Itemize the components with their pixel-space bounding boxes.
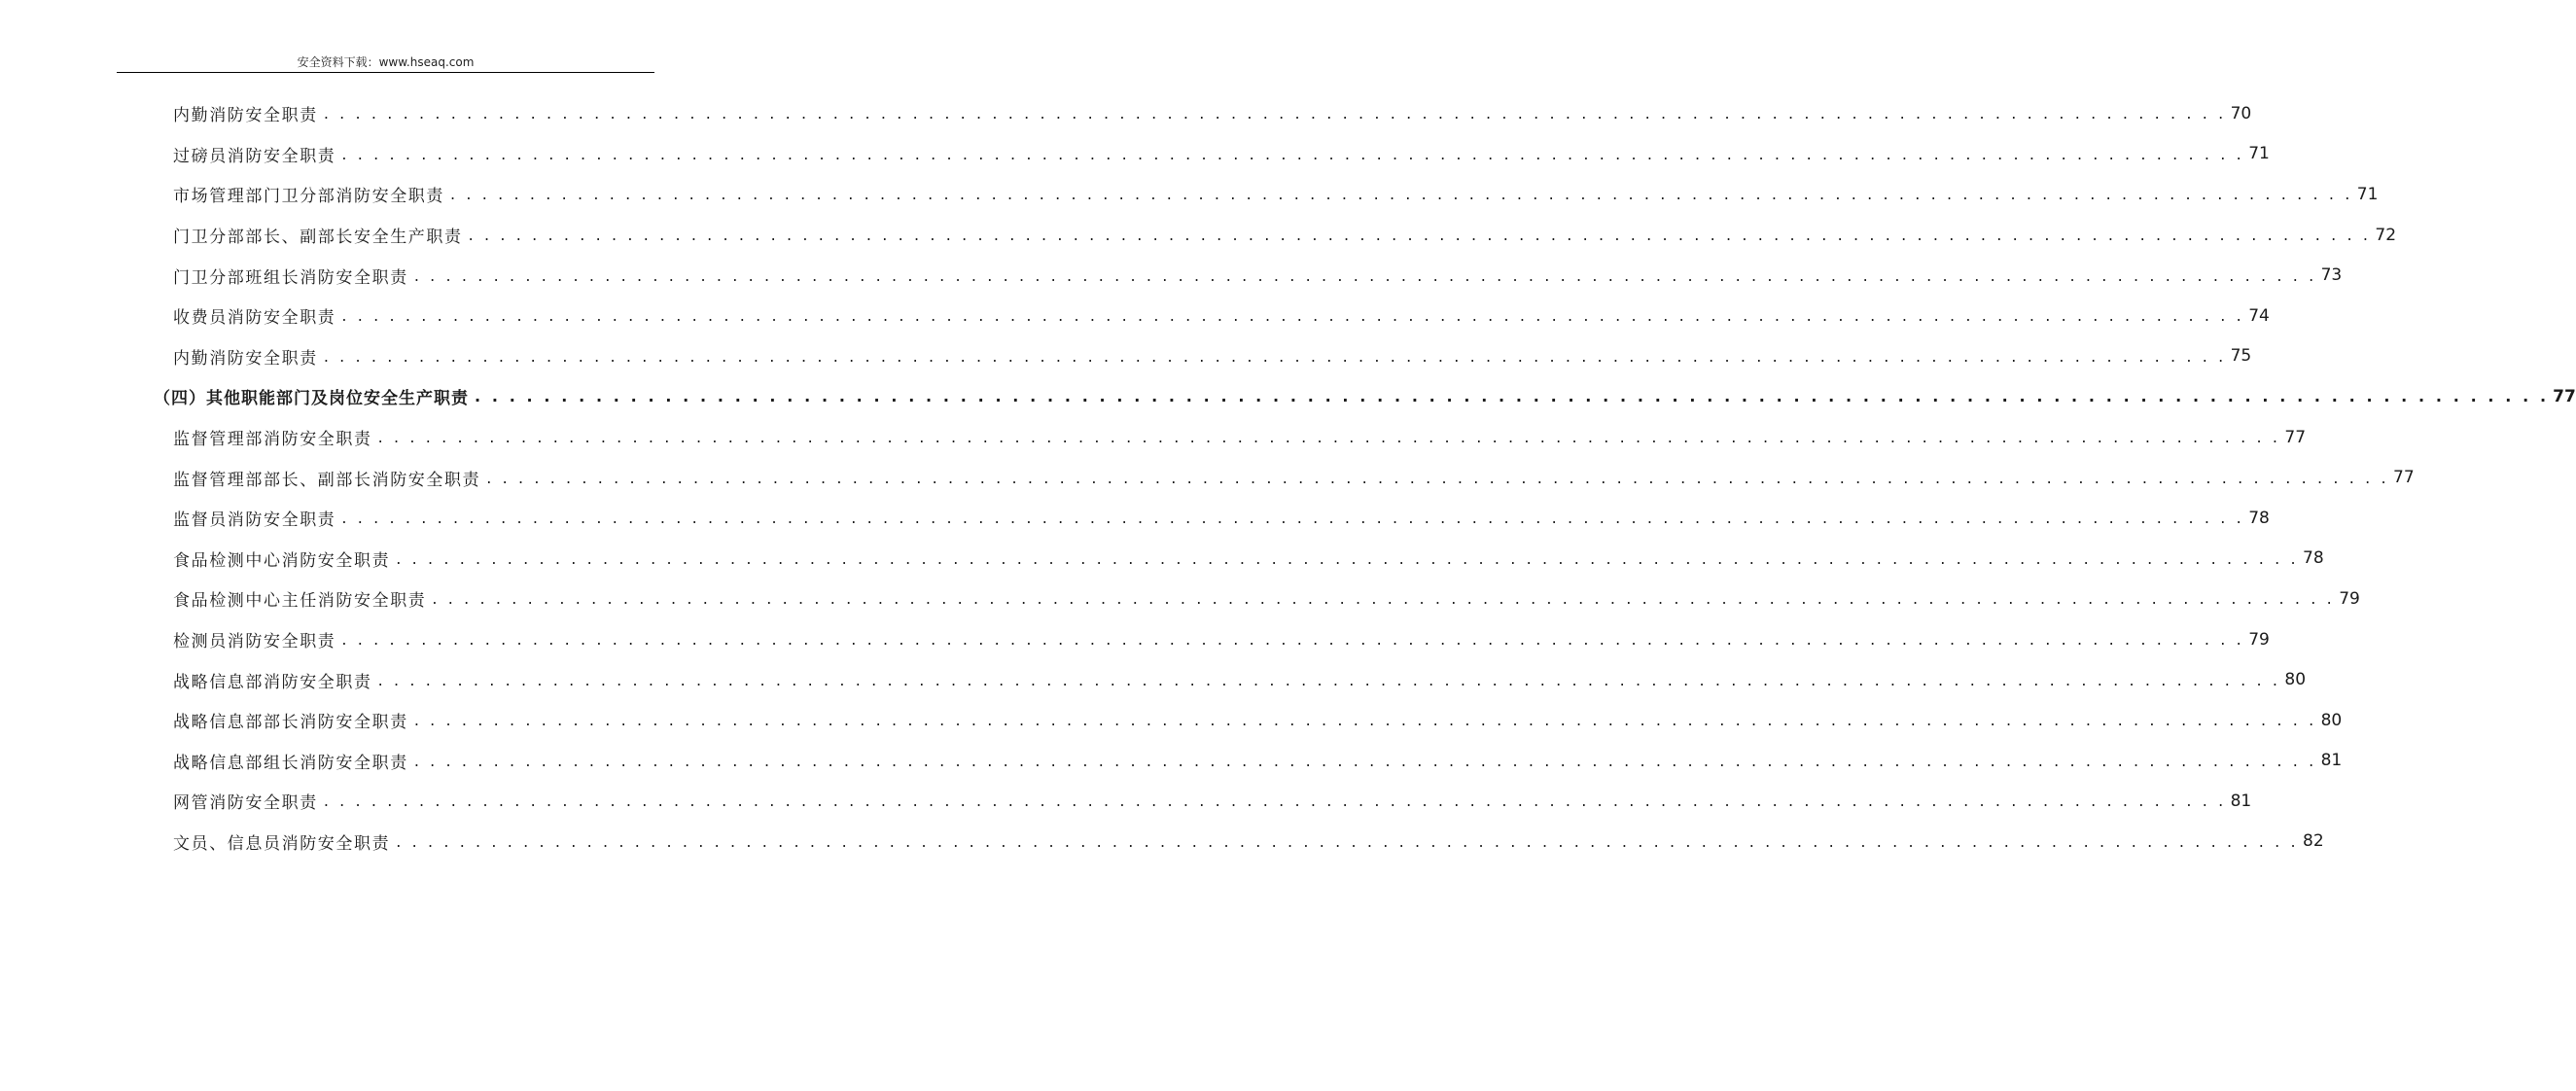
toc-entry-row bbox=[173, 417, 2307, 458]
toc-entry[interactable] bbox=[0, 296, 2270, 336]
toc-entry-row bbox=[173, 822, 2324, 862]
toc-entry-title: 食品检测中心消防安全职责 bbox=[173, 550, 391, 571]
toc-dot-leader: . . . . . . . . . . . . . . . . . . . . . . . . . . . . . . . . . . . . . . . . . . . . . . . . . . . . . . . . . . . . . . . . . . . . . . . . . . . . . . . . . . . . . . . . . . . . . . . . . . . . . . . . . . . . . . . . . . . . . . . . bbox=[323, 104, 2227, 123]
toc-dot-leader: . . . . . . . . . . . . . . . . . . . . . . . . . . . . . . . . . . . . . . . . . . . . . . . . . . . . . . . . . . . . . . . . . . . . . . . . . . . . . . . . . . . . . . . . . . . . . . . . . . . . . . . . . . . . . . . . . . . . . . . . bbox=[341, 306, 2244, 326]
toc-entry[interactable] bbox=[0, 659, 2307, 700]
toc-entry-title: 收费员消防安全职责 bbox=[173, 308, 336, 329]
toc-entry[interactable] bbox=[0, 93, 2252, 134]
toc-entry-row bbox=[173, 781, 2252, 822]
toc-entry[interactable] bbox=[0, 255, 2343, 296]
toc-entry-title: 监督管理部消防安全职责 bbox=[173, 430, 372, 450]
toc-page-number: 82 bbox=[2303, 831, 2324, 852]
toc-entry-row bbox=[173, 93, 2252, 134]
toc-dot-leader: . . . . . . . . . . . . . . . . . . . . . . . . . . . . . . . . . . . . . . . . . . . . . . . . . . . . . . . . . . . . . . . . . . . . . . . . . . . . . . . . . . . . . . . . . . . . . . . . . . . . . . . . . . . . . . . . . . . . . . . . bbox=[396, 831, 2299, 851]
toc-dot-leader: . . . . . . . . . . . . . . . . . . . . . . . . . . . . . . . . . . . . . . . . . . . . . . . . . . . . . . . . . . . . . . . . . . . . . . . . . . . . . . . . . . . . . . . . . . . . . . . . . . . . . . . . . . . . . . . . . . . . . . . . bbox=[377, 670, 2281, 689]
toc-entry[interactable] bbox=[0, 134, 2270, 175]
toc-entry[interactable] bbox=[0, 417, 2307, 458]
toc-entry-title: 食品检测中心主任消防安全职责 bbox=[173, 591, 427, 612]
toc-dot-leader: . . . . . . . . . . . . . . . . . . . . . . . . . . . . . . . . . . . . . . . . . . . . . . . . . . . . . . . . . . . . . . . . . . . . . . . . . . . . . . . . . . . . . . . . . . . . . . . . . . . . . . . . . . . . . . . . . . . . . . . . bbox=[468, 226, 2372, 245]
toc-dot-leader: . . . . . . . . . . . . . . . . . . . . . . . . . . . . . . . . . . . . . . . . . . . . . . . . . . . . . . . . . . . . . . . . . . . . . . . . . . . . . . . . . . . . . . . . . . . . . . . . . . . . . . . . . . . . . . . . . . . . . . . . bbox=[377, 428, 2281, 447]
toc-page-number: 81 bbox=[2230, 791, 2252, 811]
page-header: 安全资料下载：www.hseaq.com bbox=[297, 55, 475, 69]
toc-page-number: 79 bbox=[2339, 588, 2360, 609]
toc-entry[interactable] bbox=[0, 700, 2343, 741]
toc-page-number: 70 bbox=[2230, 103, 2252, 123]
toc-entry-title: 监督员消防安全职责 bbox=[173, 510, 336, 531]
toc-page-number: 75 bbox=[2230, 346, 2252, 367]
header-divider bbox=[117, 72, 654, 73]
toc-dot-leader: . . . . . . . . . . . . . . . . . . . . . . . . . . . . . . . . . . . . . . . . . . . . . . . . . . . . . . . . . . . . . . . . . . . . . . . . . . . . . . . . . . . . . . . . . . . . . . . . . . . . . . . . . . . . . . . . . . . . . . . . bbox=[341, 144, 2244, 163]
toc-entry-row bbox=[173, 215, 2397, 256]
toc-dot-leader: . . . . . . . . . . . . . . . . . . . . . . . . . . . . . . . . . . . . . . . . . . . . . . . . . . . . . . . . . . . . . . . . . . . . . . . . . . . . . . . . . . . . . . . . . . . . . . . . . . . . . . . . . . . . . . . . . . . . . . . . bbox=[323, 792, 2227, 811]
toc-entry-title: 市场管理部门卫分部消防安全职责 bbox=[173, 187, 444, 207]
toc-entry-row bbox=[173, 174, 2379, 215]
toc-entry-title: 门卫分部班组长消防安全职责 bbox=[173, 267, 408, 288]
toc-entry-row bbox=[173, 659, 2307, 700]
toc-entry[interactable] bbox=[0, 174, 2379, 215]
toc-entry[interactable] bbox=[0, 215, 2397, 256]
toc-dot-leader: . . . . . . . . . . . . . . . . . . . . . . . . . . . . . . . . . . . . . . . . . . . . . . . . . . . . . . . . . . . . . . . . . . . . . . . . . . . . . . . . . . . . . . . . . . . . . . . . . . . . . . . . . . . . . . . . . . . . . . . . bbox=[396, 548, 2299, 568]
toc-entry[interactable] bbox=[0, 457, 2415, 498]
table-of-contents bbox=[0, 93, 2576, 862]
toc-entry-row bbox=[173, 255, 2343, 296]
toc-dot-leader: . . . . . . . . . . . . . . . . . . . . . . . . . . . . . . . . . . . . . . . . . . . . . . . . . . . . . . . . . . . . . . . . . . . . . . . . . . . . . . . . . . . . . . . . . . . . . . . . . . . . . . . . . . . . . . . . . . . . . . . . bbox=[413, 711, 2317, 730]
toc-entry-title: 网管消防安全职责 bbox=[173, 793, 318, 814]
toc-entry-row bbox=[173, 579, 2360, 619]
toc-dot-leader: . . . . . . . . . . . . . . . . . . . . . . . . . . . . . . . . . . . . . . . . . . . . . . . . . . . . . . . . . . . . . . . . . . . . . . . . . . . . . . . . . . . . . . . . . . . . . . . . . . . . . . . . . . . . . . . . . . . . . . . . bbox=[323, 346, 2227, 366]
toc-dot-leader: . . . . . . . . . . . . . . . . . . . . . . . . . . . . . . . . . . . . . . . . . . . . . . . . . . . . . . . . . . . . . . . . . . . . . . . . . . . . . . . . . . . . . . . . . . . . . . . . . . . . . . . . . . . . . . . . . . . . . . . . bbox=[413, 751, 2317, 770]
toc-page-number: 78 bbox=[2303, 548, 2324, 569]
toc-entry-title: 内勤消防安全职责 bbox=[173, 106, 318, 126]
toc-entry-row bbox=[173, 336, 2252, 377]
toc-dot-leader: . . . . . . . . . . . . . . . . . . . . . . . . . . . . . . . . . . . . . . . . . . . . . . . . . . . . . . . . . . . . . . . . . . . . . . . . . . . . . . . . . . . . . . . . . . . . . . . . . . . . . . . . . . . . . . . . . . . . . . . . bbox=[413, 265, 2317, 285]
toc-entry-title: 过磅员消防安全职责 bbox=[173, 146, 336, 166]
toc-page-number: 78 bbox=[2248, 508, 2270, 528]
toc-entry[interactable] bbox=[0, 741, 2343, 782]
toc-entry[interactable] bbox=[0, 822, 2324, 862]
toc-dot-leader: . . . . . . . . . . . . . . . . . . . . . . . . . . . . . . . . . . . . . . . . . . . . . . . . . . . . . . . . . . . . . . . . . . . . . . . . . . . . . . . . . . . . . . . . . . . . . . . . . . . . . . . . . . . . . . . . . . . . . . . . bbox=[486, 468, 2389, 487]
toc-dot-leader: . . . . . . . . . . . . . . . . . . . . . . . . . . . . . . . . . . . . . . . . . . . . . . . . . . . . . . . . . . . . . . . . . . . . . . . . . . . . . . . . . . . . . . . . . . . . . . . . . . . . . . . . . . . . . . . . . . . . . . . . bbox=[341, 509, 2244, 528]
toc-entry[interactable] bbox=[0, 539, 2324, 580]
toc-entry-title: 监督管理部部长、副部长消防安全职责 bbox=[173, 470, 481, 490]
toc-dot-leader: . . . . . . . . . . . . . . . . . . . . . . . . . . . . . . . . . . . . . . . . . . . . . . . . . . . . . . . . . . . . . . . . . . . . . . . . . . . . . . . . . . . . . . . . . . . . . . . . . . . . . . . . . . . . . . . . . . . . . . . . bbox=[341, 630, 2244, 650]
toc-page-number: 79 bbox=[2248, 629, 2270, 650]
toc-page-number: 74 bbox=[2248, 305, 2270, 326]
toc-entry-title: （四）其他职能部门及岗位安全生产职责 bbox=[154, 389, 469, 409]
toc-entry-title: 检测员消防安全职责 bbox=[173, 632, 336, 652]
toc-entry[interactable] bbox=[0, 336, 2252, 377]
toc-entry-row bbox=[173, 741, 2343, 782]
toc-entry-title: 文员、信息员消防安全职责 bbox=[173, 833, 391, 854]
toc-dot-leader: . . . . . . . . . . . . . . . . . . . . . . . . . . . . . . . . . . . . . . . . . . . . . . . . . . . . . . . . . . . . . . . . . . . . . . . . . . . . . . . . . . . . . . . . . . . . . . . . . . . . . . . . . . . . . . . . . . . . . . . . bbox=[475, 387, 2550, 406]
toc-entry-row bbox=[173, 498, 2270, 539]
toc-entry[interactable] bbox=[0, 579, 2360, 619]
toc-entry[interactable] bbox=[0, 498, 2270, 539]
toc-section-heading[interactable] bbox=[0, 376, 2576, 417]
toc-page-number: 80 bbox=[2320, 710, 2343, 730]
toc-page-number: 81 bbox=[2320, 751, 2343, 771]
toc-entry-title: 战略信息部部长消防安全职责 bbox=[173, 713, 408, 733]
toc-entry-title: 门卫分部部长、副部长安全生产职责 bbox=[173, 228, 463, 248]
toc-page-number: 71 bbox=[2356, 184, 2379, 204]
toc-entry-row bbox=[173, 457, 2415, 498]
toc-entry-title: 内勤消防安全职责 bbox=[173, 348, 318, 369]
toc-entry-title: 战略信息部消防安全职责 bbox=[173, 672, 372, 692]
toc-page-number: 80 bbox=[2284, 670, 2307, 690]
toc-page-number: 77 bbox=[2284, 427, 2307, 447]
toc-entry-row bbox=[173, 296, 2270, 336]
toc-entry-row bbox=[173, 619, 2270, 660]
toc-entry[interactable] bbox=[0, 781, 2252, 822]
toc-entry[interactable] bbox=[0, 619, 2270, 660]
toc-page-number: 77 bbox=[2393, 468, 2415, 488]
toc-entry-row bbox=[173, 134, 2270, 175]
toc-page-number: 72 bbox=[2375, 225, 2397, 245]
toc-page-number: 73 bbox=[2320, 265, 2343, 286]
toc-page-number: 77 bbox=[2553, 386, 2576, 406]
toc-dot-leader: . . . . . . . . . . . . . . . . . . . . . . . . . . . . . . . . . . . . . . . . . . . . . . . . . . . . . . . . . . . . . . . . . . . . . . . . . . . . . . . . . . . . . . . . . . . . . . . . . . . . . . . . . . . . . . . . . . . . . . . . bbox=[432, 589, 2335, 609]
toc-entry-row bbox=[154, 376, 2576, 417]
toc-entry-row bbox=[173, 700, 2343, 741]
toc-page-number: 71 bbox=[2248, 144, 2270, 164]
toc-entry-row bbox=[173, 539, 2324, 580]
toc-dot-leader: . . . . . . . . . . . . . . . . . . . . . . . . . . . . . . . . . . . . . . . . . . . . . . . . . . . . . . . . . . . . . . . . . . . . . . . . . . . . . . . . . . . . . . . . . . . . . . . . . . . . . . . . . . . . . . . . . . . . . . . . bbox=[450, 185, 2353, 204]
toc-entry-title: 战略信息部组长消防安全职责 bbox=[173, 753, 408, 773]
